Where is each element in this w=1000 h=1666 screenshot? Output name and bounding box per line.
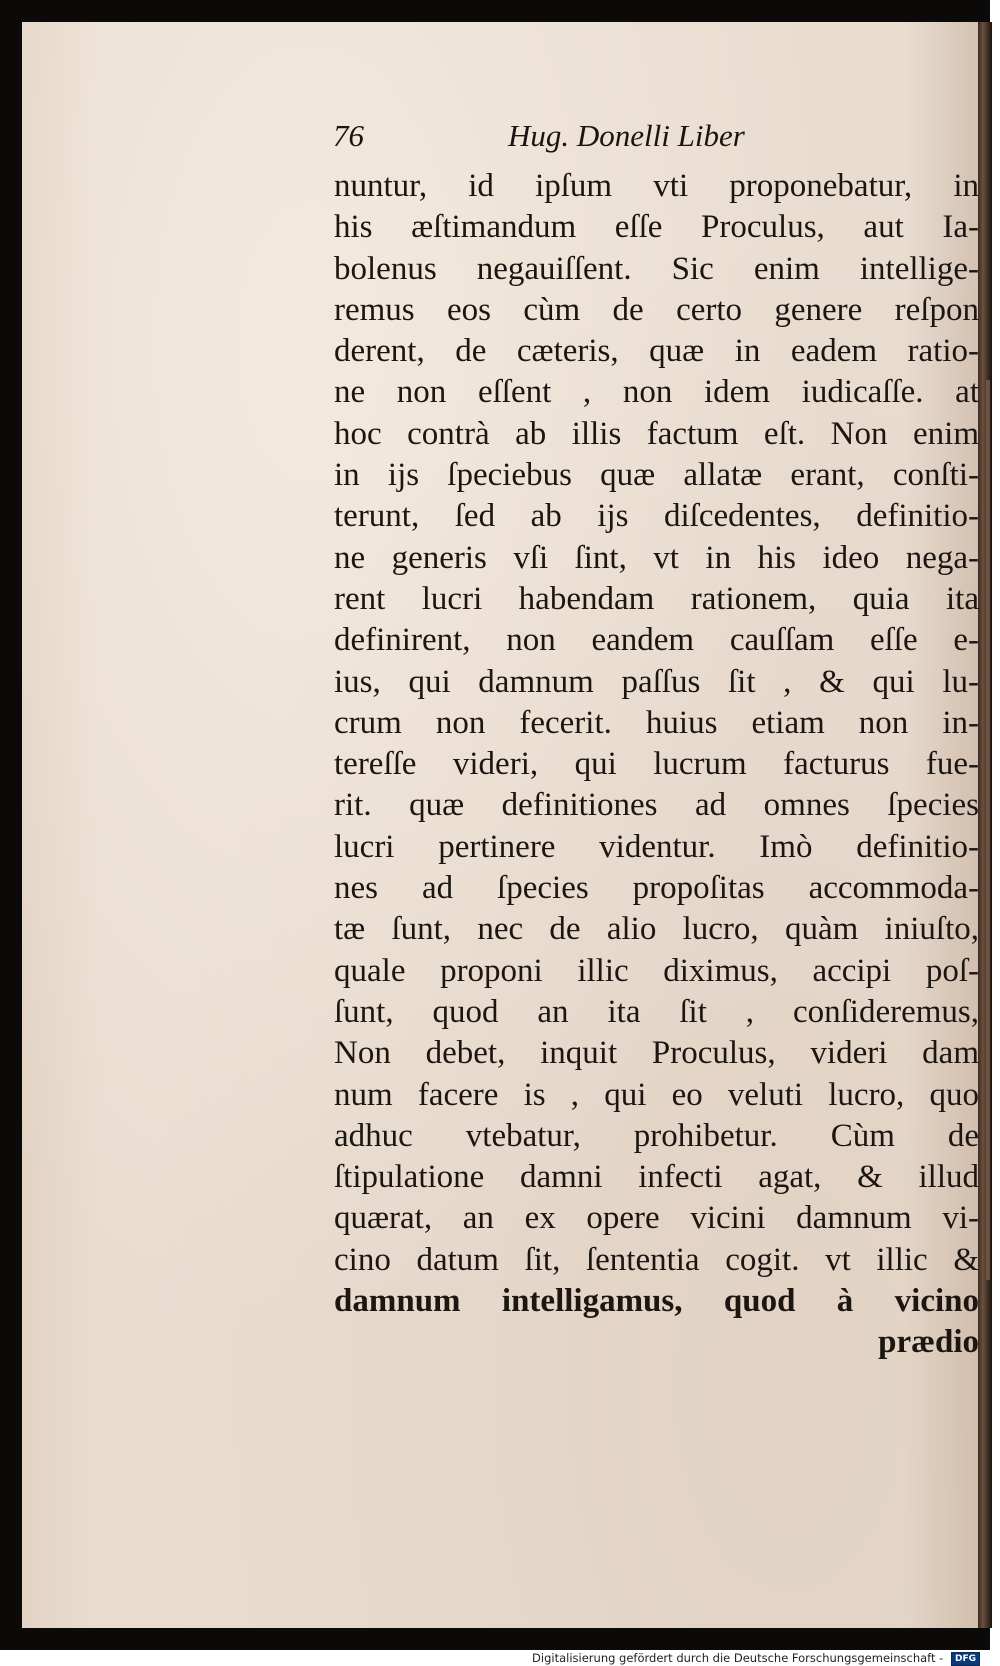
text-line: tereſſe videri, qui lucrum facturus fue- <box>334 746 979 783</box>
text-line: bolenus negauiſſent. Sic enim intellige- <box>334 250 979 287</box>
body-text <box>334 166 979 1364</box>
text-line: ſtipulatione damni infecti agat, & illud <box>334 1159 979 1196</box>
text-line: ne generis vſi ſint, vt in his ideo nega- <box>334 539 979 576</box>
text-line: lucri pertinere videntur. Imò definitio- <box>334 828 979 865</box>
text-line: num facere is , qui eo veluti lucro, quo <box>334 1076 979 1113</box>
text-line: rent lucri habendam rationem, quia ita <box>334 580 979 617</box>
text-line: definirent, non eandem cauſſam eſſe e- <box>334 622 979 659</box>
digitization-credit <box>0 1650 980 1666</box>
text-line: quærat, an ex opere vicini damnum vi- <box>334 1200 979 1237</box>
text-line: cino datum ſit, ſententia cogit. vt illic & <box>334 1241 979 1278</box>
text-line: quale proponi illic diximus, accipi poſ- <box>334 952 979 989</box>
text-line: his æſtimandum eſſe Proculus, aut Ia- <box>334 209 979 246</box>
text-line: nuntur, id ipſum vti proponebatur, in <box>334 168 979 204</box>
page-binding-highlight <box>986 380 990 1280</box>
text-line: terunt, ſed ab ijs diſcedentes, definitio- <box>334 498 979 535</box>
text-line: ne non eſſent , non idem iudicaſſe. at <box>334 374 979 411</box>
text-line: remus eos cùm de certo genere reſpon <box>334 291 979 328</box>
text-line: hoc contrà ab illis factum eſt. Non enim <box>334 415 979 452</box>
credit-text: Digitalisierung gefördert durch die Deutsche Forschungsgemeinschaft - <box>532 1651 944 1665</box>
running-head-title: Hug. Donelli Liber <box>508 118 745 153</box>
text-line: derent, de cæteris, quæ in eadem ratio- <box>334 333 979 370</box>
text-line: ſunt, quod an ita ſit , conſideremus, <box>334 993 979 1030</box>
dfg-logo-badge: DFG <box>951 1652 980 1666</box>
text-line: damnum intelligamus, quod à vicino <box>334 1283 979 1320</box>
text-line: crum non fecerit. huius etiam non in- <box>334 704 979 741</box>
catchword: prædio <box>878 1324 979 1361</box>
text-line: Non debet, inquit Proculus, videri dam <box>334 1035 979 1072</box>
text-line: ius, qui damnum paſſus ſit , & qui lu- <box>334 663 979 700</box>
text-line: tæ ſunt, nec de alio lucro, quàm iniuſto, <box>334 911 979 948</box>
text-line: rit. quæ definitiones ad omnes ſpecies <box>334 787 979 824</box>
page-number: 76 <box>333 118 364 153</box>
text-line: adhuc vtebatur, prohibetur. Cùm de <box>334 1117 979 1154</box>
running-head <box>333 118 973 166</box>
text-line: in ijs ſpeciebus quæ allatæ erant, conſti- <box>334 457 979 494</box>
text-line: nes ad ſpecies propoſitas accommoda- <box>334 870 979 907</box>
